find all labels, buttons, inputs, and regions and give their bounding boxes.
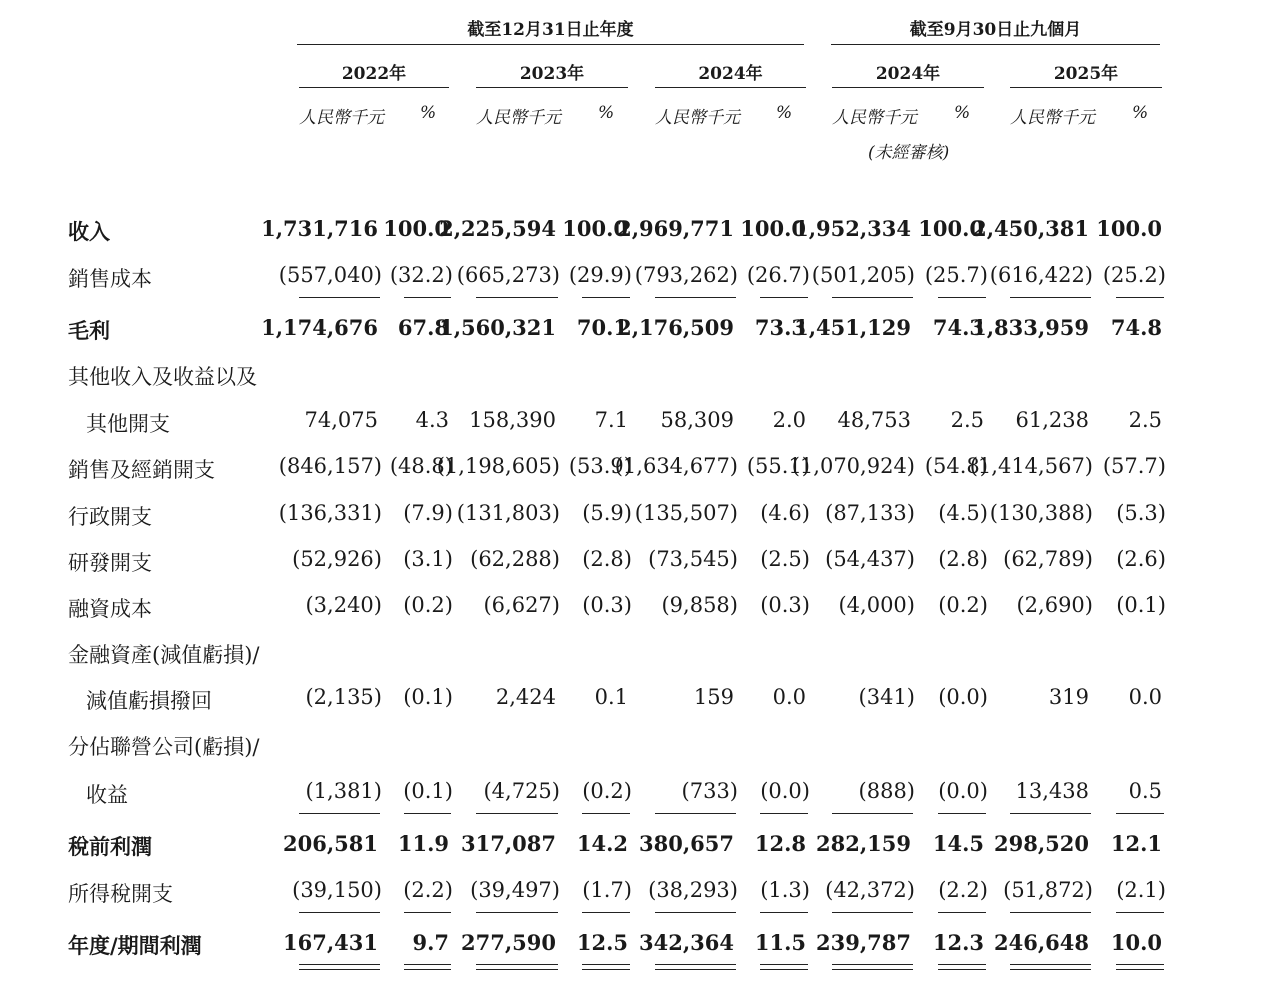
amount-cell: (135,507) xyxy=(634,501,738,525)
percent-cell: (2.1) xyxy=(1116,878,1166,902)
amount-cell: 2,450,381 xyxy=(972,216,1089,241)
rule-line xyxy=(831,44,1160,45)
percent-cell: 11.9 xyxy=(397,831,449,856)
rule-line xyxy=(1116,813,1164,814)
amount-cell: (1,634,677) xyxy=(614,454,738,478)
rule-line xyxy=(655,964,736,965)
amount-cell: 317,087 xyxy=(461,831,556,856)
row-label: 減值虧損撥回 xyxy=(86,689,212,713)
rule-line xyxy=(938,964,986,965)
amount-cell: (130,388) xyxy=(989,501,1093,525)
row-label: 融資成本 xyxy=(68,597,152,621)
rule-line xyxy=(760,964,808,965)
rule-line xyxy=(476,813,558,814)
percent-label: % xyxy=(598,103,615,123)
percent-cell: 12.5 xyxy=(576,930,628,955)
rule-line xyxy=(832,912,913,913)
row-label: 稅前利潤 xyxy=(68,834,152,859)
unit-label: 人民幣千元 xyxy=(476,108,561,128)
amount-cell: 246,648 xyxy=(994,930,1089,955)
rule-line xyxy=(297,44,804,45)
rule-line xyxy=(655,87,806,88)
percent-cell: 14.2 xyxy=(576,831,628,856)
row-label: 所得稅開支 xyxy=(68,882,173,906)
rule-line xyxy=(1116,912,1164,913)
rule-line xyxy=(938,912,986,913)
period-year: 2025年 xyxy=(1053,64,1119,84)
rule-line xyxy=(655,297,736,298)
row-label: 銷售及經銷開支 xyxy=(68,458,215,482)
amount-cell: (39,150) xyxy=(292,878,382,902)
amount-cell: 58,309 xyxy=(660,408,734,432)
row-label: 其他開支 xyxy=(86,412,170,436)
percent-cell: 9.7 xyxy=(412,930,449,955)
percent-cell: (2.2) xyxy=(403,878,453,902)
rule-line xyxy=(404,969,451,970)
rule-line xyxy=(1010,969,1091,970)
rule-line xyxy=(938,297,986,298)
percent-cell: (2.2) xyxy=(938,878,988,902)
rule-line xyxy=(404,964,451,965)
percent-cell: (5.9) xyxy=(582,501,632,525)
amount-cell: (54,437) xyxy=(825,547,915,571)
unit-label: 人民幣千元 xyxy=(1010,108,1095,128)
amount-cell: 319 xyxy=(1048,685,1089,709)
amount-cell: (51,872) xyxy=(1003,878,1093,902)
rule-line xyxy=(832,813,913,814)
rule-line xyxy=(832,969,913,970)
amount-cell: (62,288) xyxy=(470,547,560,571)
row-label: 其他收入及收益以及 xyxy=(68,365,257,389)
group-header: 截至12月31日止年度 xyxy=(467,20,634,40)
unit-label: 人民幣千元 xyxy=(299,108,384,128)
amount-cell: 282,159 xyxy=(816,831,911,856)
rule-line xyxy=(760,297,808,298)
percent-cell: (53.9) xyxy=(568,454,632,478)
rule-line xyxy=(299,912,380,913)
percent-cell: (0.2) xyxy=(938,593,988,617)
amount-cell: (733) xyxy=(681,779,738,803)
percent-cell: 73.3 xyxy=(754,315,806,340)
rule-line xyxy=(404,912,451,913)
amount-cell: 1,560,321 xyxy=(439,315,556,340)
amount-cell: (52,926) xyxy=(292,547,382,571)
percent-cell: 0.0 xyxy=(772,685,806,709)
percent-cell: (55.1) xyxy=(746,454,810,478)
percent-cell: (25.7) xyxy=(924,263,988,287)
percent-cell: 100.0 xyxy=(740,216,806,241)
percent-cell: 100.0 xyxy=(1096,216,1162,241)
percent-cell: (1.3) xyxy=(760,878,810,902)
unit-label: 人民幣千元 xyxy=(832,108,917,128)
percent-cell: 10.0 xyxy=(1110,930,1162,955)
percent-cell: (0.3) xyxy=(582,593,632,617)
amount-cell: (888) xyxy=(858,779,915,803)
rule-line xyxy=(938,813,986,814)
amount-cell: (501,205) xyxy=(811,263,915,287)
row-label: 銷售成本 xyxy=(68,267,152,291)
percent-cell: 74.8 xyxy=(1110,315,1162,340)
amount-cell: 61,238 xyxy=(1015,408,1089,432)
amount-cell: 1,451,129 xyxy=(794,315,911,340)
amount-cell: (793,262) xyxy=(634,263,738,287)
percent-cell: (2.6) xyxy=(1116,547,1166,571)
amount-cell: 2,225,594 xyxy=(439,216,556,241)
row-label: 毛利 xyxy=(68,318,110,343)
rule-line xyxy=(832,297,913,298)
percent-cell: 0.1 xyxy=(594,685,628,709)
amount-cell: 298,520 xyxy=(994,831,1089,856)
rule-line xyxy=(1010,297,1091,298)
amount-cell: 2,969,771 xyxy=(617,216,734,241)
amount-cell: 206,581 xyxy=(283,831,378,856)
amount-cell: (62,789) xyxy=(1003,547,1093,571)
percent-cell: 2.5 xyxy=(1128,408,1162,432)
row-label: 年度/期間利潤 xyxy=(68,933,202,958)
rule-line xyxy=(1116,964,1164,965)
unit-label: 人民幣千元 xyxy=(655,108,740,128)
rule-line xyxy=(582,964,630,965)
percent-cell: (0.2) xyxy=(403,593,453,617)
percent-cell: (25.2) xyxy=(1102,263,1166,287)
percent-cell: 100.0 xyxy=(383,216,449,241)
amount-cell: (1,381) xyxy=(305,779,382,803)
rule-line xyxy=(476,297,558,298)
row-label: 金融資產(減值虧損)/ xyxy=(68,643,260,667)
percent-cell: (2.5) xyxy=(760,547,810,571)
rule-line xyxy=(1010,964,1091,965)
rule-line xyxy=(655,912,736,913)
amount-cell: (9,858) xyxy=(661,593,738,617)
amount-cell: (1,414,567) xyxy=(969,454,1093,478)
percent-cell: 14.5 xyxy=(932,831,984,856)
rule-line xyxy=(476,87,628,88)
amount-cell: 158,390 xyxy=(469,408,556,432)
rule-line xyxy=(1010,813,1091,814)
amount-cell: (2,690) xyxy=(1016,593,1093,617)
amount-cell: 167,431 xyxy=(283,930,378,955)
rule-line xyxy=(299,87,449,88)
amount-cell: 342,364 xyxy=(639,930,734,955)
row-label: 收益 xyxy=(86,783,128,807)
percent-cell: (26.7) xyxy=(746,263,810,287)
percent-cell: (4.5) xyxy=(938,501,988,525)
percent-cell: (0.0) xyxy=(938,685,988,709)
percent-cell: (57.7) xyxy=(1102,454,1166,478)
period-year: 2024年 xyxy=(875,64,941,84)
rule-line xyxy=(476,969,558,970)
percent-cell: (29.9) xyxy=(568,263,632,287)
amount-cell: (3,240) xyxy=(305,593,382,617)
rule-line xyxy=(299,813,380,814)
percent-cell: (0.1) xyxy=(1116,593,1166,617)
percent-cell: 67.8 xyxy=(397,315,449,340)
percent-cell: (2.8) xyxy=(582,547,632,571)
percent-cell: 70.1 xyxy=(576,315,628,340)
rule-line xyxy=(582,297,630,298)
amount-cell: (131,803) xyxy=(456,501,560,525)
amount-cell: 1,731,716 xyxy=(261,216,378,241)
percent-cell: (48.8) xyxy=(389,454,453,478)
percent-cell: 7.1 xyxy=(594,408,628,432)
amount-cell: 2,424 xyxy=(495,685,556,709)
amount-cell: 1,174,676 xyxy=(261,315,378,340)
percent-cell: (0.2) xyxy=(582,779,632,803)
rule-line xyxy=(582,912,630,913)
row-label: 行政開支 xyxy=(68,505,152,529)
amount-cell: 48,753 xyxy=(837,408,911,432)
amount-cell: (39,497) xyxy=(470,878,560,902)
rule-line xyxy=(1010,912,1091,913)
rule-line xyxy=(1116,969,1164,970)
amount-cell: (341) xyxy=(858,685,915,709)
amount-cell: 1,952,334 xyxy=(794,216,911,241)
percent-cell: 2.0 xyxy=(772,408,806,432)
amount-cell: (665,273) xyxy=(456,263,560,287)
amount-cell: 1,833,959 xyxy=(972,315,1089,340)
rule-line xyxy=(760,912,808,913)
period-year: 2024年 xyxy=(698,64,763,84)
percent-cell: 100.0 xyxy=(562,216,628,241)
percent-label: % xyxy=(776,103,793,123)
amount-cell: (846,157) xyxy=(278,454,382,478)
rule-line xyxy=(476,964,558,965)
amount-cell: (42,372) xyxy=(825,878,915,902)
rule-line xyxy=(760,969,808,970)
percent-cell: (0.1) xyxy=(403,779,453,803)
percent-cell: (0.3) xyxy=(760,593,810,617)
percent-cell: (7.9) xyxy=(403,501,453,525)
percent-cell: 12.1 xyxy=(1110,831,1162,856)
amount-cell: 2,176,509 xyxy=(617,315,734,340)
rule-line xyxy=(404,297,451,298)
rule-line xyxy=(299,964,380,965)
row-label: 收入 xyxy=(68,219,110,244)
percent-cell: (4.6) xyxy=(760,501,810,525)
amount-cell: (1,070,924) xyxy=(791,454,915,478)
group-header: 截至9月30日止九個月 xyxy=(909,20,1082,40)
percent-cell: (5.3) xyxy=(1116,501,1166,525)
percent-label: % xyxy=(420,103,437,123)
amount-cell: 239,787 xyxy=(816,930,911,955)
percent-cell: 100.0 xyxy=(918,216,984,241)
amount-cell: (136,331) xyxy=(278,501,382,525)
percent-cell: (2.8) xyxy=(938,547,988,571)
rule-line xyxy=(832,87,984,88)
percent-cell: 0.0 xyxy=(1128,685,1162,709)
rule-line xyxy=(1116,297,1164,298)
rule-line xyxy=(404,813,451,814)
amount-cell: 159 xyxy=(693,685,734,709)
percent-cell: (1.7) xyxy=(582,878,632,902)
rule-line xyxy=(476,912,558,913)
amount-cell: (38,293) xyxy=(648,878,738,902)
rule-line xyxy=(655,813,736,814)
percent-cell: 12.8 xyxy=(754,831,806,856)
percent-cell: (54.8) xyxy=(924,454,988,478)
amount-cell: 380,657 xyxy=(639,831,734,856)
rule-line xyxy=(760,813,808,814)
amount-cell: 277,590 xyxy=(461,930,556,955)
percent-label: % xyxy=(1132,103,1149,123)
percent-cell: 11.5 xyxy=(754,930,806,955)
percent-cell: 2.5 xyxy=(950,408,984,432)
amount-cell: (1,198,605) xyxy=(436,454,560,478)
amount-cell: 74,075 xyxy=(304,408,378,432)
rule-line xyxy=(1010,87,1162,88)
row-label: 研發開支 xyxy=(68,551,152,575)
percent-cell: 0.5 xyxy=(1128,779,1162,803)
percent-cell: (32.2) xyxy=(389,263,453,287)
amount-cell: (2,135) xyxy=(305,685,382,709)
percent-cell: 4.3 xyxy=(415,408,449,432)
rule-line xyxy=(938,969,986,970)
period-year: 2023年 xyxy=(519,64,585,84)
percent-cell: (0.1) xyxy=(403,685,453,709)
period-year: 2022年 xyxy=(341,64,407,84)
percent-cell: (3.1) xyxy=(403,547,453,571)
percent-cell: 12.3 xyxy=(932,930,984,955)
amount-cell: 13,438 xyxy=(1015,779,1089,803)
amount-cell: (4,000) xyxy=(838,593,915,617)
amount-cell: (557,040) xyxy=(278,263,382,287)
unaudited-note: (未經審核) xyxy=(868,143,950,163)
amount-cell: (616,422) xyxy=(989,263,1093,287)
rule-line xyxy=(299,297,380,298)
percent-cell: 74.3 xyxy=(932,315,984,340)
rule-line xyxy=(832,964,913,965)
percent-cell: (0.0) xyxy=(938,779,988,803)
row-label: 分佔聯營公司(虧損)/ xyxy=(68,735,260,759)
amount-cell: (87,133) xyxy=(825,501,915,525)
amount-cell: (4,725) xyxy=(483,779,560,803)
percent-label: % xyxy=(954,103,971,123)
rule-line xyxy=(582,969,630,970)
rule-line xyxy=(299,969,380,970)
amount-cell: (6,627) xyxy=(483,593,560,617)
rule-line xyxy=(582,813,630,814)
percent-cell: (0.0) xyxy=(760,779,810,803)
rule-line xyxy=(655,969,736,970)
amount-cell: (73,545) xyxy=(648,547,738,571)
